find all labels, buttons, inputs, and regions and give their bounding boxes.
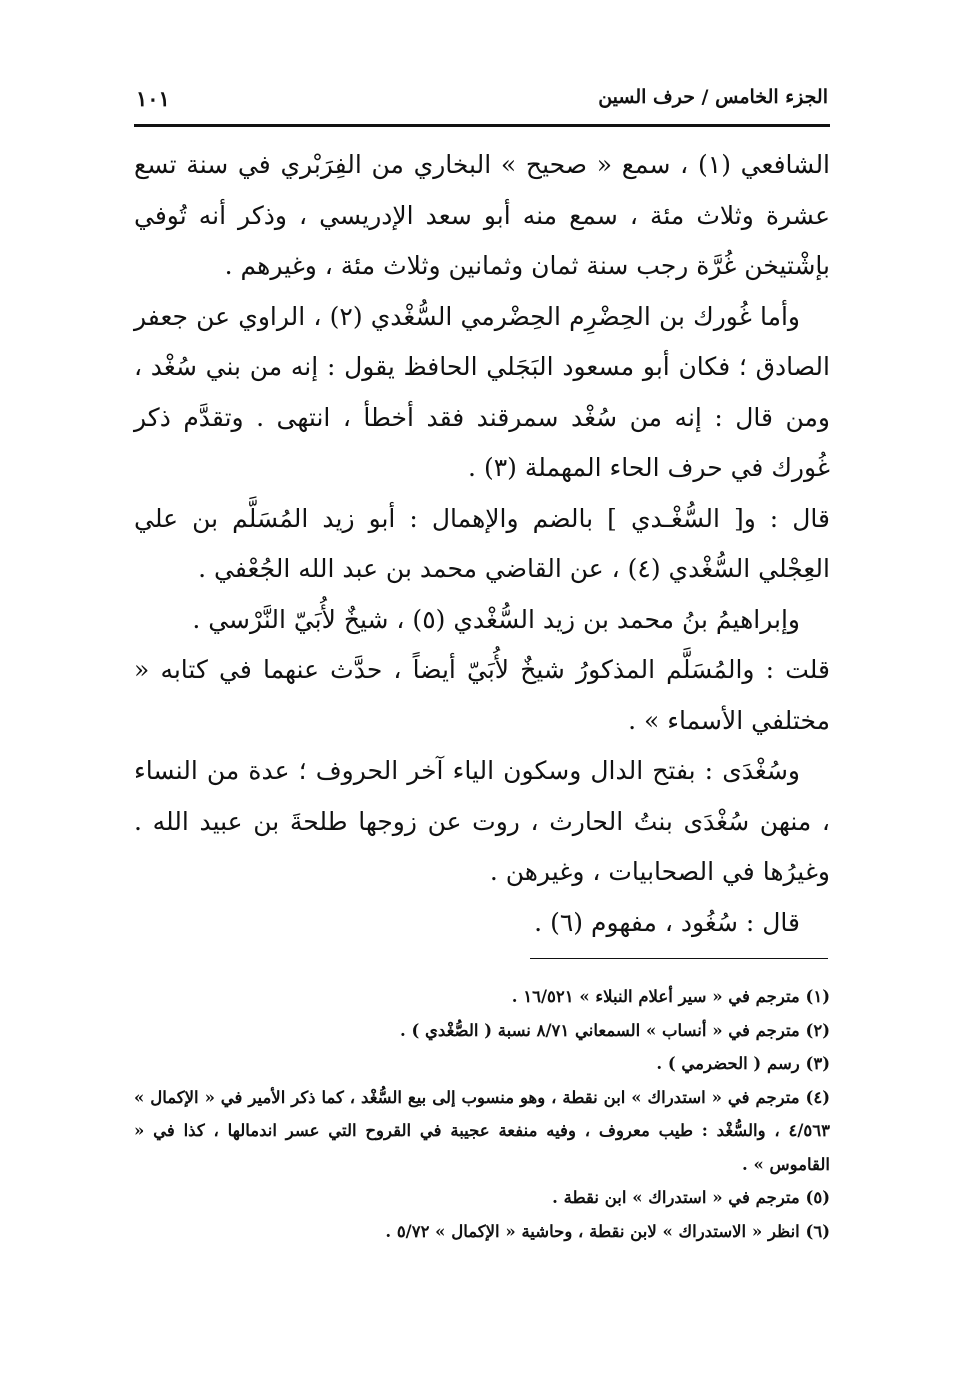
footnote-separator bbox=[530, 958, 828, 959]
footnotes bbox=[134, 980, 830, 1248]
paragraph: قلت : والمُسَلَّم المذكورُ شيخٌ لأُبَيّ أيضاً ، حدَّث عنهما في كتابه « مختلفي الأسماء » . bbox=[134, 655, 830, 735]
footnote: (٣) رسم ( الحضرمي ) . bbox=[656, 1054, 830, 1073]
paragraph: وأما غُورك بن الحِضْرِم الحِضْرمي السُّغْدي (٢) ، الراوي عن جعفر الصادق ؛ فكان أبو مسعود البَجَلي الحافظ يقول : إنه من بني سُغْد ، ومن قال : إنه من سُغْد سمرقند فقد أخطأ ، انتهى . وتقدَّم ذكر غُورك في حرف الحاء المهملة (٣) . bbox=[134, 301, 830, 482]
paragraph: قال : و[ السُّغْـدي ] بالضم والإهمال : أبو زيد المُسَلَّم بن علي العِجْلي السُّغْدي (٤) ، عن القاضي محمد بن عبد الله الجُعْفي . bbox=[134, 503, 830, 583]
footnote: (٢) مترجم في « أنساب » السمعاني ٨/٧١ نسبة ( الصُّغْدي ) . bbox=[399, 1020, 830, 1040]
paragraph: الشافعي (١) ، سمع « صحيح » البخاري من الفِرَبْري في سنة تسع عشرة وثلاث مئة ، سمع منه أبو سعد الإدريسي ، وذكر أنه تُوفي بإشْتيخن غُرَّة رجب سنة ثمان وثمانين وثلاث مئة ، وغيرهم . bbox=[134, 150, 831, 280]
footnote: (١) مترجم في « سير أعلام النبلاء » ١٦/٥٢١ . bbox=[511, 987, 830, 1006]
header-rule bbox=[134, 124, 830, 127]
page-header bbox=[136, 82, 828, 122]
footnote: (٥) مترجم في « استدراك » ابن نقطة . bbox=[552, 1188, 830, 1207]
paragraph: قال : سُغُود ، مفهوم (٦) . bbox=[534, 907, 800, 937]
footnote: (٦) انظر « الاستدراك » لابن نقطة ، وحاشية « الإكمال » ٥/٧٢ . bbox=[385, 1221, 830, 1241]
page-number: ١٠١ bbox=[136, 86, 170, 111]
paragraph: وإبراهيمُ بنُ محمد بن زيد السُّغْدي (٥) ، شيخٌ لأُبَيّ النَّرْسي . bbox=[192, 604, 800, 634]
footnote: (٤) مترجم في « استدراك » ابن نقطة ، وهو منسوب إلى بيع السُّغْد ، كما ذكر الأمير في « الإكمال » ٤/٥٦٣ ، والسُّغْد : طيب معروف ، وفيه منفعة عجيبة في القروح التي عسر اندمالها ، كذا في « القاموس » . bbox=[134, 1087, 830, 1174]
running-title: الجزء الخامس / حرف السين bbox=[598, 86, 828, 108]
main-text bbox=[134, 140, 830, 948]
paragraph: وسُغْدَى : بفتح الدال وسكون الياء آخر الحروف ؛ عدة من النساء ، منهن سُغْدَى بنتُ الحارث ، روت عن زوجها طلحةَ بن عبيد الله . وغيرُها في الصحابيات ، وغيرهن . bbox=[134, 756, 830, 886]
